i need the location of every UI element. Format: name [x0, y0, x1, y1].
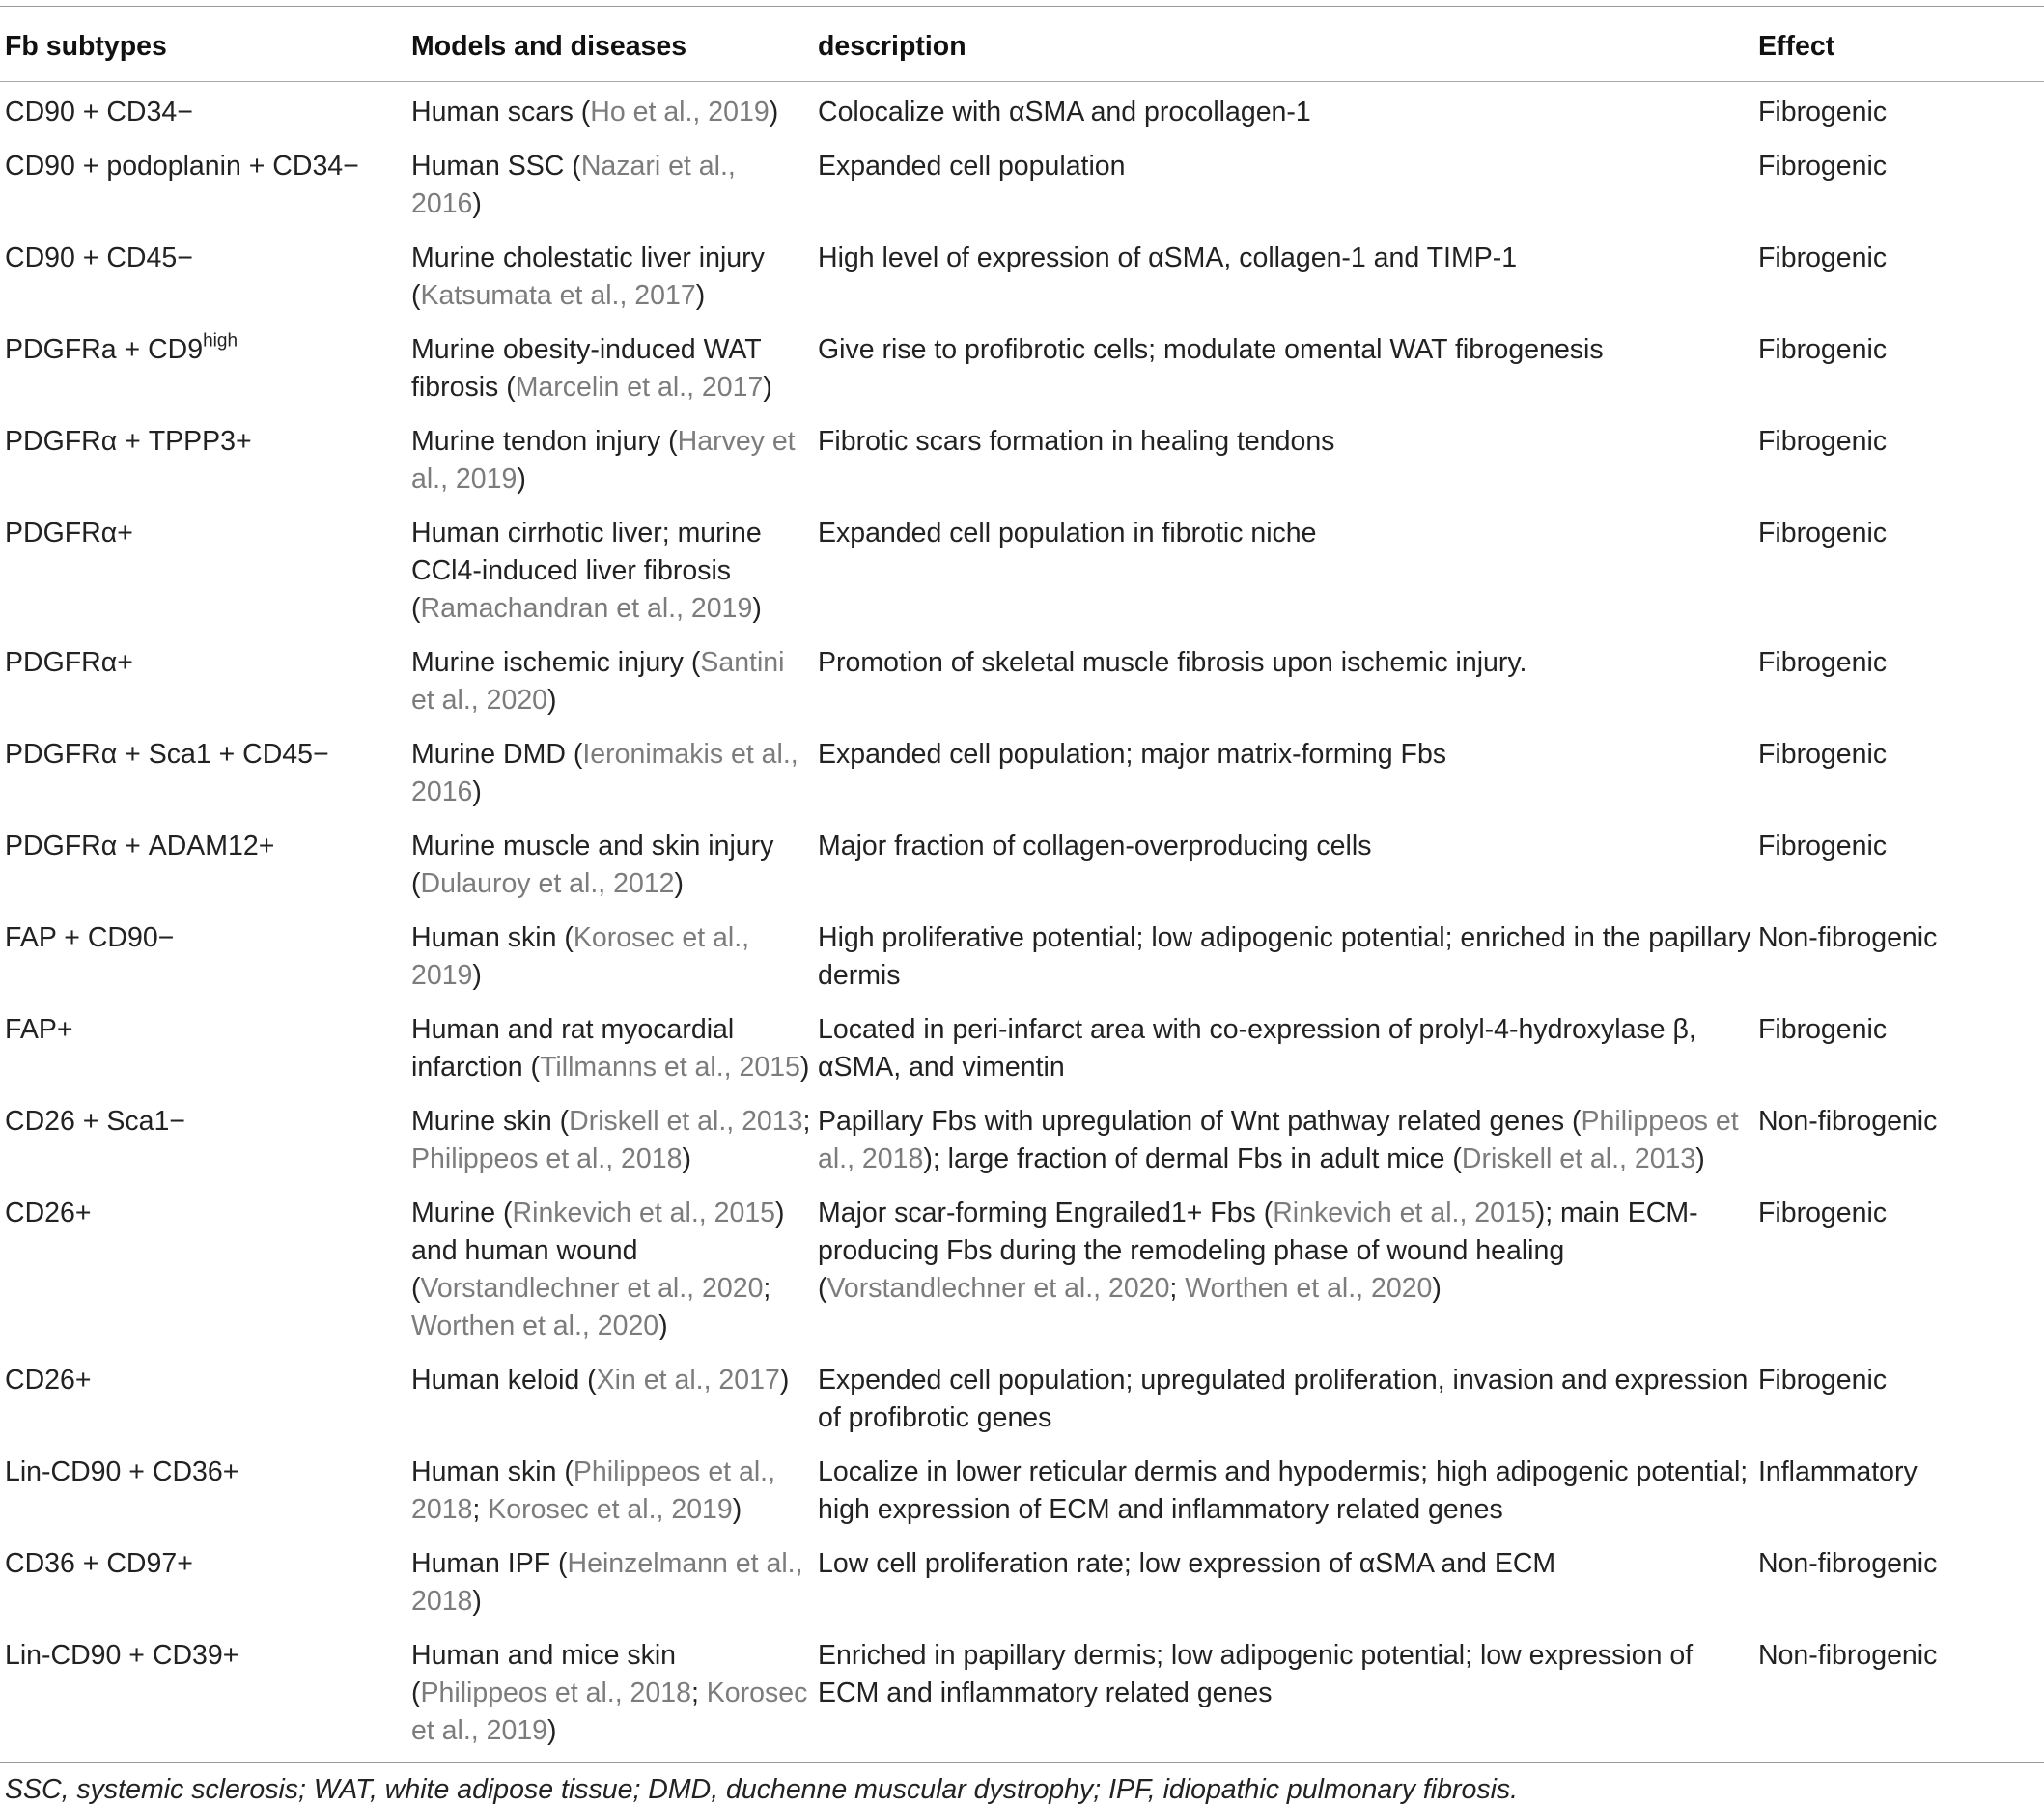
cell-effect: Fibrogenic — [1758, 97, 1888, 127]
table-row — [0, 82, 2044, 143]
cell-fb-subtype — [0, 1448, 406, 1539]
cell-description — [813, 1448, 1753, 1539]
cell-text: Human skin ( — [411, 1456, 574, 1487]
header-fb-subtypes: Fb subtypes — [5, 31, 167, 62]
citation-link: Tillmanns et al., 2015 — [540, 1052, 800, 1083]
table-row — [0, 822, 2044, 914]
cell-model-disease — [406, 730, 813, 822]
table-row — [0, 417, 2044, 509]
cell-text: Give rise to profibrotic cells; modulate omental WAT fibrogenesis — [818, 334, 1604, 365]
cell-text: CD90 + CD34− — [5, 97, 193, 127]
cell-text: Localize in lower reticular dermis and hypodermis; high adipogenic potential; high expression of ECM and inflammatory related genes — [818, 1456, 1749, 1525]
cell-description — [813, 82, 1753, 143]
cell-text: Major fraction of collagen-overproducing cells — [818, 831, 1372, 861]
cell-text: Colocalize with αSMA and procollagen-1 — [818, 97, 1311, 127]
cell-description — [813, 1189, 1753, 1356]
citation-link: Korosec et al., 2019 — [411, 1678, 808, 1746]
table-row — [0, 325, 2044, 417]
citation-link: Rinkevich et al., 2015 — [512, 1198, 776, 1228]
cell-description — [813, 142, 1753, 234]
cell-text: Major scar-forming Engrailed1+ Fbs ( — [818, 1198, 1274, 1228]
cell-fb-subtype — [0, 1539, 406, 1631]
cell-model-disease — [406, 1356, 813, 1448]
cell-description — [813, 1631, 1753, 1762]
table-row — [0, 509, 2044, 638]
header-description: description — [818, 31, 966, 62]
cell-description — [813, 1097, 1753, 1189]
citation-link: Philippeos et al., 2018 — [420, 1678, 691, 1708]
cell-text: ) — [752, 593, 762, 624]
cell-text: ); main ECM-producing Fbs during the remodeling phase of wound healing ( — [818, 1198, 1698, 1304]
cell-text: ); large fraction of dermal Fbs in adult mice ( — [923, 1143, 1462, 1174]
cell-fb-subtype — [0, 730, 406, 822]
cell-effect: Non-fibrogenic — [1758, 1106, 1938, 1137]
table-footnote: SSC, systemic sclerosis; WAT, white adipose tissue; DMD, duchenne muscular dystrophy; IPF, idiopathic pulmonary fibrosis. — [5, 1774, 1519, 1805]
cell-text: ; — [690, 1678, 707, 1708]
cell-text: Human IPF ( — [411, 1548, 568, 1579]
cell-text: ) — [695, 280, 706, 311]
cell-text: ) — [763, 372, 772, 403]
cell-effect: Fibrogenic — [1758, 1014, 1888, 1045]
table-row — [0, 1356, 2044, 1448]
cell-text: ; — [472, 1494, 489, 1525]
citation-link: Ho et al., 2019 — [590, 97, 770, 127]
cell-description — [813, 1356, 1753, 1448]
cell-text: Expanded cell population; major matrix-forming Fbs — [818, 739, 1447, 770]
table-row — [0, 1189, 2044, 1356]
cell-fb-subtype — [0, 1631, 406, 1762]
cell-model-disease — [406, 1539, 813, 1631]
cell-fb-subtype — [0, 1189, 406, 1356]
superscript-text: high — [203, 330, 238, 352]
citation-link: Korosec et al., 2019 — [411, 922, 750, 991]
cell-text: ) — [547, 1715, 557, 1746]
cell-effect: Fibrogenic — [1758, 518, 1888, 549]
cell-model-disease — [406, 417, 813, 509]
cell-text: CD90 + CD45− — [5, 242, 193, 273]
cell-effect: Fibrogenic — [1758, 739, 1888, 770]
cell-effect: Fibrogenic — [1758, 647, 1888, 678]
cell-text: Promotion of skeletal muscle fibrosis upon ischemic injury. — [818, 647, 1527, 678]
citation-link: Harvey et al., 2019 — [411, 426, 796, 494]
cell-text: ; — [1169, 1273, 1186, 1304]
table-row — [0, 1097, 2044, 1189]
cell-text: ) — [779, 1365, 790, 1396]
cell-text: Murine tendon injury ( — [411, 426, 678, 457]
citation-link: Katsumata et al., 2017 — [420, 280, 696, 311]
cell-text: Low cell proliferation rate; low expression of αSMA and ECM — [818, 1548, 1556, 1579]
cell-text: FAP+ — [5, 1014, 73, 1045]
cell-text: ) — [658, 1311, 668, 1341]
cell-text: Human cirrhotic liver; murine CCl4-induced liver fibrosis ( — [411, 518, 762, 624]
cell-description — [813, 509, 1753, 638]
cell-text: Murine ischemic injury ( — [411, 647, 701, 678]
cell-effect: Fibrogenic — [1758, 426, 1888, 457]
cell-model-disease — [406, 638, 813, 730]
cell-effect: Fibrogenic — [1758, 1198, 1888, 1228]
cell-text: PDGFRα+ — [5, 647, 133, 678]
cell-text: Murine ( — [411, 1198, 513, 1228]
cell-model-disease — [406, 509, 813, 638]
cell-text: Enriched in papillary dermis; low adipogenic potential; low expression of ECM and inflammatory related genes — [818, 1640, 1694, 1708]
cell-text: Human skin ( — [411, 922, 574, 953]
citation-link: Driskell et al., 2013 — [1461, 1143, 1696, 1174]
cell-text: High level of expression of αSMA, collagen-1 and TIMP-1 — [818, 242, 1518, 273]
cell-text: Lin-CD90 + CD39+ — [5, 1640, 239, 1671]
table-header — [0, 7, 2044, 82]
cell-text: Papillary Fbs with upregulation of Wnt pathway related genes ( — [818, 1106, 1582, 1137]
cell-model-disease — [406, 914, 813, 1005]
citation-link: Worthen et al., 2020 — [411, 1311, 659, 1341]
cell-text: Human and rat myocardial infarction ( — [411, 1014, 735, 1083]
cell-model-disease — [406, 234, 813, 325]
table-row — [0, 234, 2044, 325]
header-effect: Effect — [1758, 31, 1835, 62]
cell-description — [813, 914, 1753, 1005]
cell-description — [813, 730, 1753, 822]
citation-link: Worthen et al., 2020 — [1185, 1273, 1433, 1304]
cell-text: Human keloid ( — [411, 1365, 597, 1396]
cell-fb-subtype — [0, 914, 406, 1005]
cell-text: CD26+ — [5, 1365, 92, 1396]
table-row — [0, 638, 2044, 730]
citation-link: Korosec et al., 2019 — [488, 1494, 733, 1525]
cell-model-disease — [406, 1631, 813, 1762]
cell-text: ; — [802, 1106, 811, 1137]
cell-text: ) — [472, 960, 482, 991]
cell-effect: Non-fibrogenic — [1758, 1640, 1938, 1671]
citation-link: Rinkevich et al., 2015 — [1273, 1198, 1536, 1228]
cell-text: CD26+ — [5, 1198, 92, 1228]
cell-text: ) — [472, 776, 482, 807]
header-row — [0, 7, 2044, 82]
table-row — [0, 730, 2044, 822]
citation-link: Philippeos et al., 2018 — [818, 1106, 1739, 1174]
cell-text: Fibrotic scars formation in healing tendons — [818, 426, 1335, 457]
table-body — [0, 82, 2044, 1763]
cell-fb-subtype — [0, 234, 406, 325]
cell-fb-subtype — [0, 509, 406, 638]
cell-effect: Inflammatory — [1758, 1456, 1918, 1487]
cell-text: Murine cholestatic liver injury ( — [411, 242, 765, 311]
cell-text: Murine skin ( — [411, 1106, 570, 1137]
cell-text: PDGFRα + Sca1 + CD45− — [5, 739, 329, 770]
cell-text: Expanded cell population in fibrotic niche — [818, 518, 1317, 549]
cell-text: Located in peri-infarct area with co-expression of prolyl-4-hydroxylase β, αSMA, and vimentin — [818, 1014, 1696, 1083]
cell-text: PDGFRα + TPPP3+ — [5, 426, 252, 457]
cell-effect: Non-fibrogenic — [1758, 1548, 1938, 1579]
cell-model-disease — [406, 1005, 813, 1097]
cell-text: Expanded cell population — [818, 151, 1126, 182]
cell-model-disease — [406, 82, 813, 143]
citation-link: Ieronimakis et al., 2016 — [411, 739, 798, 807]
fibroblast-subtypes-table — [0, 7, 2044, 1762]
header-models-diseases: Models and diseases — [411, 31, 687, 62]
cell-fb-subtype — [0, 82, 406, 143]
cell-text: ) — [1432, 1273, 1442, 1304]
cell-description — [813, 234, 1753, 325]
cell-text: Human SSC ( — [411, 151, 581, 182]
cell-text: Human scars ( — [411, 97, 591, 127]
cell-text: ) — [472, 1586, 482, 1617]
cell-model-disease — [406, 1097, 813, 1189]
cell-text: ) — [517, 464, 526, 494]
cell-fb-subtype — [0, 417, 406, 509]
cell-text: Murine obesity-induced WAT fibrosis ( — [411, 334, 762, 403]
table-frame — [0, 6, 2044, 1806]
cell-text: ) — [1695, 1143, 1705, 1174]
citation-link: Nazari et al., 2016 — [411, 151, 736, 219]
citation-link: Marcelin et al., 2017 — [515, 372, 764, 403]
table-row — [0, 914, 2044, 1005]
cell-model-disease — [406, 1189, 813, 1356]
cell-model-disease — [406, 1448, 813, 1539]
citation-link: Heinzelmann et al., 2018 — [411, 1548, 803, 1617]
cell-effect: Non-fibrogenic — [1758, 922, 1938, 953]
table-row — [0, 1539, 2044, 1631]
cell-text: ) — [799, 1052, 810, 1083]
cell-text: ) — [682, 1143, 691, 1174]
cell-model-disease — [406, 325, 813, 417]
cell-text: High proliferative potential; low adipogenic potential; enriched in the papillary dermis — [818, 922, 1751, 991]
citation-link: Ramachandran et al., 2019 — [420, 593, 753, 624]
cell-text: Human and mice skin ( — [411, 1640, 677, 1708]
citation-link: Vorstandlechner et al., 2020 — [420, 1273, 764, 1304]
cell-fb-subtype — [0, 1005, 406, 1097]
cell-text: Lin-CD90 + CD36+ — [5, 1456, 239, 1487]
citation-link: Philippeos et al., 2018 — [411, 1456, 776, 1525]
cell-text: CD36 + CD97+ — [5, 1548, 193, 1579]
cell-text: Murine DMD ( — [411, 739, 583, 770]
cell-text: Murine muscle and skin injury ( — [411, 831, 774, 899]
cell-description — [813, 325, 1753, 417]
citation-link: Dulauroy et al., 2012 — [420, 868, 675, 899]
cell-text: ) — [769, 97, 779, 127]
citation-link: Driskell et al., 2013 — [569, 1106, 803, 1137]
cell-effect: Fibrogenic — [1758, 151, 1888, 182]
cell-effect: Fibrogenic — [1758, 242, 1888, 273]
citation-link: Xin et al., 2017 — [596, 1365, 780, 1396]
cell-text: FAP + CD90− — [5, 922, 175, 953]
cell-description — [813, 1005, 1753, 1097]
cell-text: Expended cell population; upregulated proliferation, invasion and expression of profibrotic genes — [818, 1365, 1749, 1433]
cell-text: CD26 + Sca1− — [5, 1106, 185, 1137]
citation-link: Philippeos et al., 2018 — [411, 1143, 683, 1174]
table-row — [0, 1448, 2044, 1539]
cell-model-disease — [406, 822, 813, 914]
cell-effect: Fibrogenic — [1758, 831, 1888, 861]
cell-effect: Fibrogenic — [1758, 1365, 1888, 1396]
cell-text: ) — [674, 868, 684, 899]
cell-text: ) — [547, 685, 557, 716]
cell-text: ) — [732, 1494, 742, 1525]
cell-description — [813, 822, 1753, 914]
cell-text: PDGFRα+ — [5, 518, 133, 549]
cell-text: ; — [763, 1273, 771, 1304]
cell-text: CD90 + podoplanin + CD34− — [5, 151, 359, 182]
cell-text: PDGFRa + CD9 — [5, 334, 204, 365]
cell-text: ) — [472, 188, 482, 219]
cell-text: ) and human wound ( — [411, 1198, 785, 1304]
cell-fb-subtype — [0, 142, 406, 234]
cell-text: PDGFRα + ADAM12+ — [5, 831, 275, 861]
table-row — [0, 1631, 2044, 1762]
citation-link: Vorstandlechner et al., 2020 — [826, 1273, 1170, 1304]
cell-description — [813, 1539, 1753, 1631]
citation-link: Santini et al., 2020 — [411, 647, 785, 716]
cell-model-disease — [406, 142, 813, 234]
cell-fb-subtype — [0, 1097, 406, 1189]
table-row — [0, 142, 2044, 234]
cell-fb-subtype — [0, 638, 406, 730]
cell-fb-subtype — [0, 822, 406, 914]
cell-fb-subtype — [0, 325, 406, 417]
cell-description — [813, 417, 1753, 509]
cell-fb-subtype — [0, 1356, 406, 1448]
cell-description — [813, 638, 1753, 730]
cell-effect: Fibrogenic — [1758, 334, 1888, 365]
table-row — [0, 1005, 2044, 1097]
